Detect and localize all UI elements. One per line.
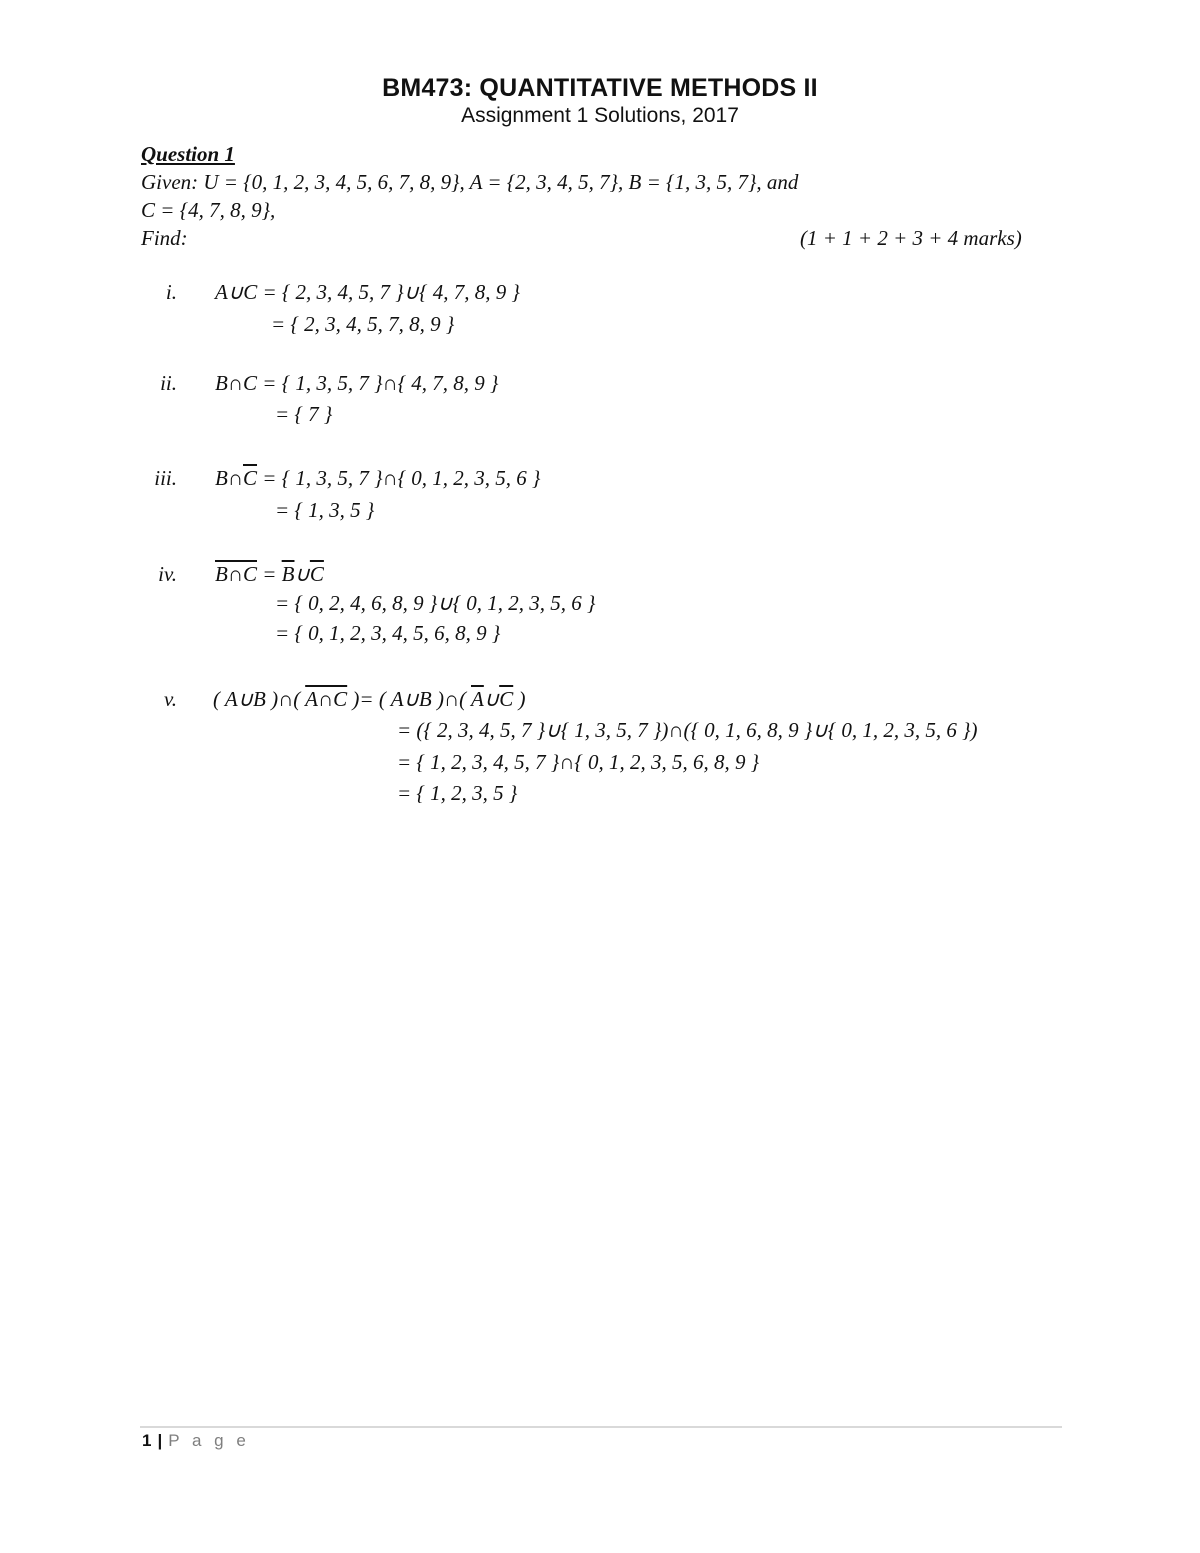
part-iv-line-2: = { 0, 2, 4, 6, 8, 9 }∪{ 0, 1, 2, 3, 5, 6 } [275,591,596,615]
document-title: BM473: QUANTITATIVE METHODS II [382,74,818,102]
part-iv-line-1 [215,562,324,587]
part-v-line-3: = { 1, 2, 3, 4, 5, 7 }∩{ 0, 1, 2, 3, 5, 6, 8, 9 } [397,750,760,774]
given-line-2: C = {4, 7, 8, 9}, [141,198,276,222]
part-v-complement-c: $\overline{C}$ [499,687,514,711]
part-iii-complement-c: $\overline{C}$ [243,466,258,490]
part-ii-line-1: B∩C = { 1, 3, 5, 7 }∩{ 4, 7, 8, 9 } [215,371,499,395]
marks-allocation: (1 + 1 + 2 + 3 + 4 marks) [800,226,1022,250]
part-iii-line-1-pre: B∩ [215,466,243,490]
part-v-line-4: = { 1, 2, 3, 5 } [397,781,518,805]
page-number: 1 [142,1431,152,1450]
document-subtitle: Assignment 1 Solutions, 2017 [461,104,739,127]
part-iv-complement-b-cap-c: B∩C [215,562,257,586]
part-iv-complement-c: $\overline{C}$ [309,562,324,586]
part-v-line-1-a: ( A∪B )∩( [213,687,306,711]
part-label-v: v. [163,687,177,711]
page-label: P a g e [168,1431,250,1450]
part-v-line-1-d: ) [513,687,526,711]
find-label: Find: [141,226,188,250]
part-label-i: i. [165,280,177,304]
part-iv-line-3: = { 0, 1, 2, 3, 4, 5, 6, 8, 9 } [275,621,501,645]
part-iv-equals: = [257,562,282,586]
part-i-line-2: = { 2, 3, 4, 5, 7, 8, 9 } [271,312,455,336]
part-label-iv: iv. [158,562,177,586]
part-v-line-2: = ({ 2, 3, 4, 5, 7 }∪{ 1, 3, 5, 7 })∩({ 0, 1, 6, 8, 9 }∪{ 0, 1, 2, 3, 5, 6 }) [397,718,978,742]
part-v-line-1 [213,687,525,712]
part-v-union: ∪ [483,687,500,711]
part-iv-complement-b: $\overline{B}$ [281,562,295,586]
given-line-1: Given: U = {0, 1, 2, 3, 4, 5, 6, 7, 8, 9}, A = {2, 3, 4, 5, 7}, B = {1, 3, 5, 7}, and [141,170,799,194]
part-ii-line-2: = { 7 } [275,402,333,426]
part-v-complement-a-cap-c: A∩C [305,687,348,711]
question-heading: Question 1 [141,142,235,166]
part-iii-line-2: = { 1, 3, 5 } [275,498,375,522]
part-iv-union: ∪ [294,562,310,586]
footer-divider [140,1426,1062,1428]
part-label-ii: ii. [160,371,177,395]
part-iii-line-1 [215,466,540,491]
part-label-iii: iii. [154,466,177,490]
part-v-line-1-b: )= ( A∪B )∩( [347,687,471,711]
footer-separator: | [157,1431,163,1450]
page-footer [142,1431,250,1451]
part-i-line-1: A∪C = { 2, 3, 4, 5, 7 }∪{ 4, 7, 8, 9 } [215,280,520,304]
part-v-complement-a: $\overline{A}$ [471,687,484,711]
part-iii-line-1-post: = { 1, 3, 5, 7 }∩{ 0, 1, 2, 3, 5, 6 } [257,466,541,490]
